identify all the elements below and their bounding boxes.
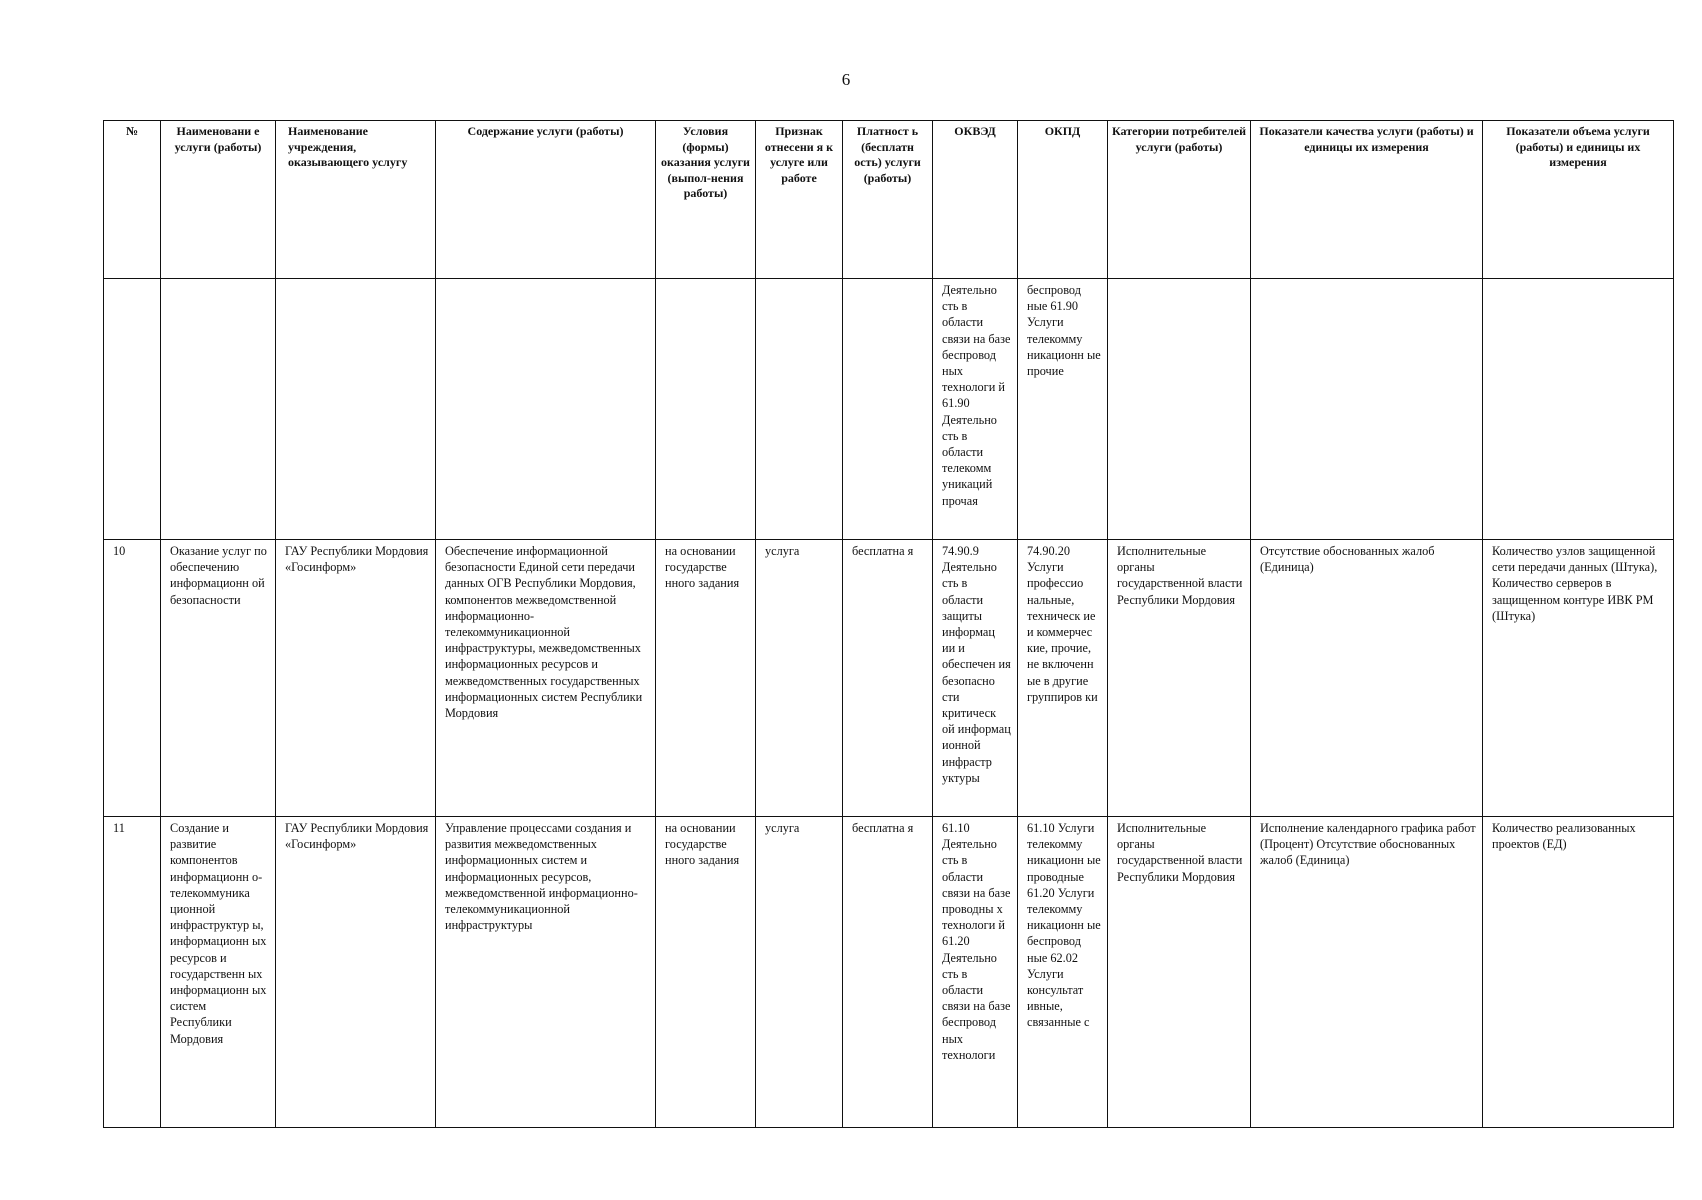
cell-content: Управление процессами создания и развития межведомственных информационных систем и информационных ресурсов, межведомственной информационно-телекоммуникационной инфраструктуры: [436, 817, 656, 1128]
cell-okpd: 74.90.20 Услуги профессио нальные, техническ ие и коммерчес кие, прочие, не включенн ые в другие группиров ки: [1018, 540, 1108, 817]
header-service-name: Наименовани е услуги (работы): [161, 121, 276, 279]
cell-quality: Исполнение календарного графика работ (Процент) Отсутствие обоснованных жалоб (Единица): [1251, 817, 1483, 1128]
cell-sign: услуга: [756, 540, 843, 817]
cell-institution: ГАУ Республики Мордовия «Госинформ»: [276, 817, 436, 1128]
cell-consumers: Исполнительные органы государственной власти Республики Мордовия: [1108, 817, 1251, 1128]
cell-num: [104, 279, 161, 540]
cell-content: Обеспечение информационной безопасности Единой сети передачи данных ОГВ Республики Мордовия, компонентов межведомственной информационно-телекоммуникационной инфраструктуры, межведомственных информационных ресурсов и межведомственных государственных информационных систем Республики Мордовия: [436, 540, 656, 817]
header-content: Содержание услуги (работы): [436, 121, 656, 279]
cell-service-name: Оказание услуг по обеспечению информационн ой безопасности: [161, 540, 276, 817]
cell-payment: бесплатна я: [843, 817, 933, 1128]
page-number: 6: [841, 70, 851, 89]
header-num: №: [104, 121, 161, 279]
cell-volume: Количество узлов защищенной сети передачи данных (Штука), Количество серверов в защищенном контуре ИВК РМ (Штука): [1483, 540, 1674, 817]
header-okved: ОКВЭД: [933, 121, 1018, 279]
cell-institution: [276, 279, 436, 540]
header-institution: Наименование учреждения, оказывающего услугу: [276, 121, 436, 279]
services-table: [103, 120, 1674, 1128]
header-volume: Показатели объема услуги (работы) и единицы их измерения: [1483, 121, 1674, 279]
cell-num: 11: [104, 817, 161, 1128]
header-consumers: Категории потребителей услуги (работы): [1108, 121, 1251, 279]
header-okpd: ОКПД: [1018, 121, 1108, 279]
cell-content: [436, 279, 656, 540]
header-conditions: Условия (формы) оказания услуги (выпол-нения работы): [656, 121, 756, 279]
table-row: [104, 279, 1674, 540]
header-quality: Показатели качества услуги (работы) и единицы их измерения: [1251, 121, 1483, 279]
cell-conditions: на основании государстве нного задания: [656, 817, 756, 1128]
header-payment: Платност ь (бесплатн ость) услуги (работы): [843, 121, 933, 279]
cell-consumers: Исполнительные органы государственной власти Республики Мордовия: [1108, 540, 1251, 817]
cell-conditions: на основании государстве нного задания: [656, 540, 756, 817]
cell-okved: 74.90.9 Деятельно сть в области защиты информац ии и обеспечен ия безопасно сти критическ ой информац ионной инфрастр уктуры: [933, 540, 1018, 817]
cell-service-name: Создание и развитие компонентов информационн о-телекоммуника ционной инфраструктур ы, информационн ых ресурсов и государственн ых информационн ых систем Республики Мордовия: [161, 817, 276, 1128]
cell-quality: [1251, 279, 1483, 540]
table-header-row: [104, 121, 1674, 279]
cell-num: 10: [104, 540, 161, 817]
table-row: [104, 540, 1674, 817]
cell-okpd: беспровод ные 61.90 Услуги телекомму никационн ые прочие: [1018, 279, 1108, 540]
cell-payment: бесплатна я: [843, 540, 933, 817]
cell-payment: [843, 279, 933, 540]
cell-okved: 61.10 Деятельно сть в области связи на базе проводны х технологи й 61.20 Деятельно сть в области связи на базе беспровод ных технологи: [933, 817, 1018, 1128]
cell-sign: [756, 279, 843, 540]
cell-okved: Деятельно сть в области связи на базе беспровод ных технологи й 61.90 Деятельно сть в области телекомм уникаций прочая: [933, 279, 1018, 540]
cell-consumers: [1108, 279, 1251, 540]
cell-service-name: [161, 279, 276, 540]
header-sign: Признак отнесени я к услуге или работе: [756, 121, 843, 279]
table-row: [104, 817, 1674, 1128]
cell-conditions: [656, 279, 756, 540]
cell-quality: Отсутствие обоснованных жалоб (Единица): [1251, 540, 1483, 817]
cell-sign: услуга: [756, 817, 843, 1128]
cell-institution: ГАУ Республики Мордовия «Госинформ»: [276, 540, 436, 817]
cell-volume: Количество реализованных проектов (ЕД): [1483, 817, 1674, 1128]
cell-okpd: 61.10 Услуги телекомму никационн ые проводные 61.20 Услуги телекомму никационн ые беспровод ные 62.02 Услуги консультат ивные, связанные с: [1018, 817, 1108, 1128]
cell-volume: [1483, 279, 1674, 540]
